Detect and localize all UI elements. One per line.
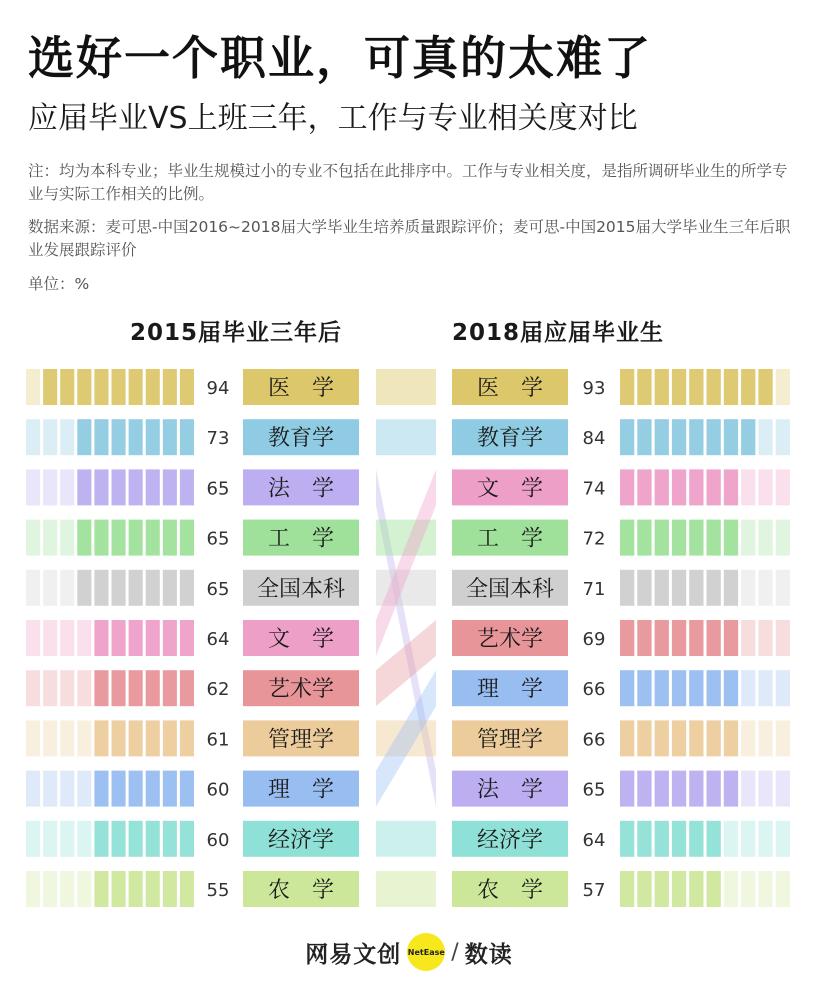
right-bar-10-seg-6 <box>724 871 738 907</box>
right-bar-5-seg-9 <box>776 620 790 656</box>
right-bar-8-seg-0 <box>620 771 634 807</box>
netease-badge-icon: NetEase <box>407 933 445 971</box>
right-value-医学: 93 <box>582 378 606 399</box>
left-bar-4-seg-8 <box>43 570 57 606</box>
left-bar-10-seg-2 <box>146 871 160 907</box>
left-bar-5-seg-6 <box>77 620 91 656</box>
left-bar-0-seg-0 <box>180 369 194 405</box>
right-bar-2-seg-3 <box>672 469 686 505</box>
left-bar-7-seg-1 <box>163 720 177 756</box>
left-bar-8-seg-6 <box>77 771 91 807</box>
left-label-理学: 理 学 <box>267 777 335 803</box>
left-bar-7-seg-9 <box>26 720 40 756</box>
left-bar-10-seg-0 <box>180 871 194 907</box>
right-bar-3-seg-5 <box>707 520 721 556</box>
right-bar-8-seg-6 <box>724 771 738 807</box>
left-bar-1-seg-6 <box>77 419 91 455</box>
right-bar-7-seg-8 <box>758 720 772 756</box>
right-bar-4-seg-3 <box>672 570 686 606</box>
right-value-工学: 72 <box>582 528 606 550</box>
left-value-全国本科: 65 <box>206 578 230 600</box>
left-label-经济学: 经济学 <box>267 827 335 853</box>
right-bar-8-seg-8 <box>758 771 772 807</box>
left-bar-1-seg-3 <box>129 419 143 455</box>
right-bar-1-seg-5 <box>707 419 721 455</box>
right-bar-10-seg-4 <box>689 871 703 907</box>
left-bar-4-seg-4 <box>112 570 126 606</box>
page-title: 选好一个职业，可真的太难了 <box>28 31 652 85</box>
left-bar-4-seg-3 <box>129 570 143 606</box>
left-bar-5-seg-3 <box>129 620 143 656</box>
right-bar-0-seg-2 <box>655 369 669 405</box>
right-bar-6-seg-0 <box>620 670 634 706</box>
right-bar-5-seg-2 <box>655 620 669 656</box>
left-bar-0-seg-5 <box>94 369 108 405</box>
left-bar-9-seg-1 <box>163 821 177 857</box>
left-bar-4-seg-1 <box>163 570 177 606</box>
right-bar-1-seg-9 <box>776 419 790 455</box>
right-bar-5-seg-1 <box>637 620 651 656</box>
right-label-理学: 理 学 <box>476 677 544 703</box>
right-bar-2-seg-5 <box>707 469 721 505</box>
left-bar-9-seg-0 <box>180 821 194 857</box>
left-bar-2-seg-7 <box>60 469 74 505</box>
left-bar-4-seg-9 <box>26 570 40 606</box>
left-bar-0-seg-7 <box>60 369 74 405</box>
left-bar-5-seg-0 <box>180 620 194 656</box>
right-bar-3-seg-0 <box>620 520 634 556</box>
left-value-工学: 65 <box>206 528 230 550</box>
left-bar-6-seg-9 <box>26 670 40 706</box>
left-bar-3-seg-7 <box>60 520 74 556</box>
left-bar-3-seg-2 <box>146 520 160 556</box>
left-label-农学: 农 学 <box>267 878 335 903</box>
right-bar-6-seg-3 <box>672 670 686 706</box>
right-bar-0-seg-5 <box>707 369 721 405</box>
right-bar-0-seg-6 <box>724 369 738 405</box>
left-bar-6-seg-6 <box>77 670 91 706</box>
right-bar-7-seg-7 <box>741 720 755 756</box>
left-bar-9-seg-3 <box>129 821 143 857</box>
right-label-管理学: 管理学 <box>476 727 544 753</box>
right-bar-4-seg-2 <box>655 570 669 606</box>
left-label-文学: 文 学 <box>267 627 335 652</box>
right-bar-4-seg-1 <box>637 570 651 606</box>
right-value-农学: 57 <box>582 880 606 901</box>
right-bar-1-seg-2 <box>655 419 669 455</box>
left-bar-3-seg-4 <box>112 520 126 556</box>
right-bar-1-seg-4 <box>689 419 703 455</box>
left-label-法学: 法 学 <box>267 476 335 502</box>
right-bar-7-seg-2 <box>655 720 669 756</box>
right-bar-1-seg-6 <box>724 419 738 455</box>
left-bar-9-seg-9 <box>26 821 40 857</box>
right-bar-10-seg-9 <box>776 871 790 907</box>
left-bar-7-seg-5 <box>94 720 108 756</box>
right-bar-4-seg-5 <box>707 570 721 606</box>
left-value-艺术学: 62 <box>206 679 230 701</box>
right-bar-9-seg-1 <box>637 821 651 857</box>
left-bar-6-seg-1 <box>163 670 177 706</box>
left-bar-7-seg-0 <box>180 720 194 756</box>
right-bar-6-seg-9 <box>776 670 790 706</box>
right-bar-3-seg-8 <box>758 520 772 556</box>
right-label-教育学: 教育学 <box>476 426 544 452</box>
right-bar-6-seg-5 <box>707 670 721 706</box>
left-bar-10-seg-7 <box>60 871 74 907</box>
right-bar-5-seg-6 <box>724 620 738 656</box>
left-bar-1-seg-9 <box>26 419 40 455</box>
left-label-医学: 医 学 <box>267 376 335 401</box>
left-bar-2-seg-8 <box>43 469 57 505</box>
left-bar-6-seg-4 <box>112 670 126 706</box>
right-bar-3-seg-3 <box>672 520 686 556</box>
right-value-文学: 74 <box>582 478 606 500</box>
right-value-法学: 65 <box>582 779 606 801</box>
right-value-管理学: 66 <box>582 729 606 751</box>
right-bar-4-seg-8 <box>758 570 772 606</box>
left-bar-5-seg-2 <box>146 620 160 656</box>
left-value-农学: 55 <box>206 880 230 901</box>
left-value-管理学: 61 <box>206 729 230 751</box>
right-label-法学: 法 学 <box>476 777 544 803</box>
left-value-理学: 60 <box>206 779 230 801</box>
right-bar-9-seg-9 <box>776 821 790 857</box>
right-bar-2-seg-2 <box>655 469 669 505</box>
right-bar-8-seg-1 <box>637 771 651 807</box>
right-bar-0-seg-8 <box>758 369 772 405</box>
logo-slash: / <box>451 939 459 965</box>
left-bar-8-seg-4 <box>112 771 126 807</box>
left-bar-6-seg-2 <box>146 670 160 706</box>
brand-logo <box>0 932 818 972</box>
left-bar-2-seg-4 <box>112 469 126 505</box>
left-bar-3-seg-1 <box>163 520 177 556</box>
left-bar-10-seg-8 <box>43 871 57 907</box>
left-bar-8-seg-2 <box>146 771 160 807</box>
right-bar-9-seg-8 <box>758 821 772 857</box>
right-bar-10-seg-3 <box>672 871 686 907</box>
left-bar-1-seg-5 <box>94 419 108 455</box>
left-bar-10-seg-1 <box>163 871 177 907</box>
left-value-教育学: 73 <box>206 428 230 450</box>
right-bar-3-seg-2 <box>655 520 669 556</box>
connector-农学 <box>376 871 436 907</box>
right-bar-9-seg-5 <box>707 821 721 857</box>
right-bar-2-seg-0 <box>620 469 634 505</box>
left-bar-0-seg-2 <box>146 369 160 405</box>
right-bar-0-seg-3 <box>672 369 686 405</box>
left-bar-5-seg-1 <box>163 620 177 656</box>
right-bar-8-seg-9 <box>776 771 790 807</box>
connector-医学 <box>376 369 436 405</box>
left-bar-5-seg-4 <box>112 620 126 656</box>
right-label-工学: 工 学 <box>476 526 544 552</box>
left-bar-0-seg-6 <box>77 369 91 405</box>
left-bar-3-seg-0 <box>180 520 194 556</box>
left-bar-2-seg-0 <box>180 469 194 505</box>
right-bar-3-seg-4 <box>689 520 703 556</box>
right-bar-3-seg-6 <box>724 520 738 556</box>
left-bar-4-seg-6 <box>77 570 91 606</box>
right-bar-1-seg-1 <box>637 419 651 455</box>
right-bar-7-seg-5 <box>707 720 721 756</box>
left-bar-6-seg-7 <box>60 670 74 706</box>
right-bar-0-seg-0 <box>620 369 634 405</box>
left-bar-4-seg-5 <box>94 570 108 606</box>
left-bar-0-seg-3 <box>129 369 143 405</box>
left-bar-2-seg-2 <box>146 469 160 505</box>
right-bar-4-seg-0 <box>620 570 634 606</box>
page-subtitle: 应届毕业VS上班三年，工作与专业相关度对比 <box>28 101 638 136</box>
left-bar-0-seg-8 <box>43 369 57 405</box>
left-bar-3-seg-5 <box>94 520 108 556</box>
left-bar-5-seg-9 <box>26 620 40 656</box>
right-bar-9-seg-6 <box>724 821 738 857</box>
right-bar-5-seg-3 <box>672 620 686 656</box>
left-bar-2-seg-3 <box>129 469 143 505</box>
left-value-文学: 64 <box>206 629 230 650</box>
left-bar-10-seg-9 <box>26 871 40 907</box>
right-bar-0-seg-1 <box>637 369 651 405</box>
right-label-农学: 农 学 <box>476 878 544 903</box>
left-bar-1-seg-8 <box>43 419 57 455</box>
right-bar-7-seg-1 <box>637 720 651 756</box>
right-bar-8-seg-2 <box>655 771 669 807</box>
left-bar-6-seg-5 <box>94 670 108 706</box>
left-bar-9-seg-7 <box>60 821 74 857</box>
left-bar-8-seg-3 <box>129 771 143 807</box>
left-bar-9-seg-8 <box>43 821 57 857</box>
right-bar-6-seg-6 <box>724 670 738 706</box>
left-bar-9-seg-4 <box>112 821 126 857</box>
left-label-教育学: 教育学 <box>267 426 335 452</box>
left-label-全国本科: 全国本科 <box>256 576 346 602</box>
right-bar-4-seg-7 <box>741 570 755 606</box>
left-bar-8-seg-8 <box>43 771 57 807</box>
right-bar-6-seg-8 <box>758 670 772 706</box>
right-bar-5-seg-5 <box>707 620 721 656</box>
right-bar-2-seg-8 <box>758 469 772 505</box>
right-bar-8-seg-7 <box>741 771 755 807</box>
left-bar-6-seg-0 <box>180 670 194 706</box>
right-bar-6-seg-7 <box>741 670 755 706</box>
right-bar-8-seg-3 <box>672 771 686 807</box>
right-bar-9-seg-7 <box>741 821 755 857</box>
right-bar-2-seg-7 <box>741 469 755 505</box>
connector-教育学 <box>376 419 436 455</box>
left-bar-4-seg-0 <box>180 570 194 606</box>
right-bar-4-seg-4 <box>689 570 703 606</box>
left-bar-6-seg-3 <box>129 670 143 706</box>
right-bar-7-seg-0 <box>620 720 634 756</box>
right-bar-0-seg-9 <box>776 369 790 405</box>
right-bar-7-seg-3 <box>672 720 686 756</box>
left-value-经济学: 60 <box>206 829 230 851</box>
right-panel-title: 2018届应届毕业生 <box>452 320 665 346</box>
right-bar-5-seg-0 <box>620 620 634 656</box>
left-bar-3-seg-8 <box>43 520 57 556</box>
left-label-艺术学: 艺术学 <box>267 677 335 703</box>
right-bar-6-seg-4 <box>689 670 703 706</box>
right-bar-2-seg-6 <box>724 469 738 505</box>
left-bar-10-seg-6 <box>77 871 91 907</box>
right-label-艺术学: 艺术学 <box>476 627 544 652</box>
left-bar-2-seg-6 <box>77 469 91 505</box>
left-bar-9-seg-5 <box>94 821 108 857</box>
left-value-法学: 65 <box>206 478 230 500</box>
left-bar-0-seg-9 <box>26 369 40 405</box>
right-bar-5-seg-7 <box>741 620 755 656</box>
right-bar-9-seg-4 <box>689 821 703 857</box>
right-bar-5-seg-8 <box>758 620 772 656</box>
left-bar-5-seg-5 <box>94 620 108 656</box>
right-value-教育学: 84 <box>582 428 606 450</box>
right-bar-10-seg-8 <box>758 871 772 907</box>
left-bar-10-seg-5 <box>94 871 108 907</box>
left-bar-7-seg-8 <box>43 720 57 756</box>
right-bar-10-seg-0 <box>620 871 634 907</box>
left-bar-5-seg-8 <box>43 620 57 656</box>
left-bar-6-seg-8 <box>43 670 57 706</box>
right-bar-7-seg-9 <box>776 720 790 756</box>
left-bar-3-seg-3 <box>129 520 143 556</box>
left-bar-1-seg-4 <box>112 419 126 455</box>
left-value-医学: 94 <box>206 378 230 399</box>
right-bar-9-seg-2 <box>655 821 669 857</box>
left-bar-1-seg-7 <box>60 419 74 455</box>
left-bar-4-seg-2 <box>146 570 160 606</box>
left-bar-3-seg-9 <box>26 520 40 556</box>
right-bar-0-seg-7 <box>741 369 755 405</box>
right-bar-3-seg-7 <box>741 520 755 556</box>
right-value-全国本科: 71 <box>582 578 606 600</box>
left-bar-9-seg-2 <box>146 821 160 857</box>
left-bar-7-seg-3 <box>129 720 143 756</box>
left-panel-title: 2015届毕业三年后 <box>130 320 343 346</box>
left-bar-5-seg-7 <box>60 620 74 656</box>
left-bar-7-seg-6 <box>77 720 91 756</box>
unit-label: 单位：% <box>28 275 90 293</box>
left-bar-1-seg-1 <box>163 419 177 455</box>
right-bar-7-seg-6 <box>724 720 738 756</box>
left-bar-0-seg-1 <box>163 369 177 405</box>
right-bar-2-seg-9 <box>776 469 790 505</box>
right-bar-7-seg-4 <box>689 720 703 756</box>
right-bar-1-seg-0 <box>620 419 634 455</box>
right-value-理学: 66 <box>582 679 606 701</box>
left-bar-7-seg-4 <box>112 720 126 756</box>
left-label-管理学: 管理学 <box>267 727 335 753</box>
right-bar-10-seg-7 <box>741 871 755 907</box>
right-bar-10-seg-5 <box>707 871 721 907</box>
data-source: 数据来源：麦可思-中国2016~2018届大学毕业生培养质量跟踪评价；麦可思-中国2015届大学毕业生三年后职业发展跟踪评价 <box>28 218 791 259</box>
left-bar-3-seg-6 <box>77 520 91 556</box>
left-bar-2-seg-9 <box>26 469 40 505</box>
right-bar-8-seg-5 <box>707 771 721 807</box>
right-value-艺术学: 69 <box>582 629 606 650</box>
brand-name: 网易文创 <box>305 941 402 968</box>
left-bar-8-seg-1 <box>163 771 177 807</box>
right-label-文学: 文 学 <box>476 476 544 502</box>
connector-经济学 <box>376 821 436 857</box>
right-bar-1-seg-8 <box>758 419 772 455</box>
right-bar-1-seg-3 <box>672 419 686 455</box>
right-bar-10-seg-1 <box>637 871 651 907</box>
left-bar-10-seg-4 <box>112 871 126 907</box>
right-bar-9-seg-0 <box>620 821 634 857</box>
left-bar-8-seg-7 <box>60 771 74 807</box>
left-bar-8-seg-5 <box>94 771 108 807</box>
right-label-经济学: 经济学 <box>476 827 544 853</box>
right-bar-4-seg-6 <box>724 570 738 606</box>
right-bar-3-seg-9 <box>776 520 790 556</box>
brand-name-2: 数读 <box>464 941 513 968</box>
chart-note: 注：均为本科专业；毕业生规模过小的专业不包括在此排序中。工作与专业相关度，是指所调研毕业生的所学专业与实际工作相关的比例。 <box>28 162 788 203</box>
right-bar-4-seg-9 <box>776 570 790 606</box>
right-bar-3-seg-1 <box>637 520 651 556</box>
left-bar-9-seg-6 <box>77 821 91 857</box>
right-bar-0-seg-4 <box>689 369 703 405</box>
left-bar-7-seg-2 <box>146 720 160 756</box>
right-bar-6-seg-1 <box>637 670 651 706</box>
left-bar-10-seg-3 <box>129 871 143 907</box>
right-bar-10-seg-2 <box>655 871 669 907</box>
left-bar-8-seg-0 <box>180 771 194 807</box>
ranking-chart <box>0 355 818 915</box>
left-bar-1-seg-2 <box>146 419 160 455</box>
right-label-全国本科: 全国本科 <box>465 576 555 602</box>
right-bar-1-seg-7 <box>741 419 755 455</box>
left-bar-7-seg-7 <box>60 720 74 756</box>
right-bar-8-seg-4 <box>689 771 703 807</box>
left-bar-1-seg-0 <box>180 419 194 455</box>
right-bar-6-seg-2 <box>655 670 669 706</box>
right-bar-2-seg-1 <box>637 469 651 505</box>
left-bar-4-seg-7 <box>60 570 74 606</box>
right-label-医学: 医 学 <box>476 376 544 401</box>
left-bar-8-seg-9 <box>26 771 40 807</box>
right-bar-9-seg-3 <box>672 821 686 857</box>
left-bar-0-seg-4 <box>112 369 126 405</box>
right-value-经济学: 64 <box>582 829 606 851</box>
right-bar-2-seg-4 <box>689 469 703 505</box>
left-label-工学: 工 学 <box>267 526 335 552</box>
left-bar-2-seg-5 <box>94 469 108 505</box>
left-bar-2-seg-1 <box>163 469 177 505</box>
right-bar-5-seg-4 <box>689 620 703 656</box>
